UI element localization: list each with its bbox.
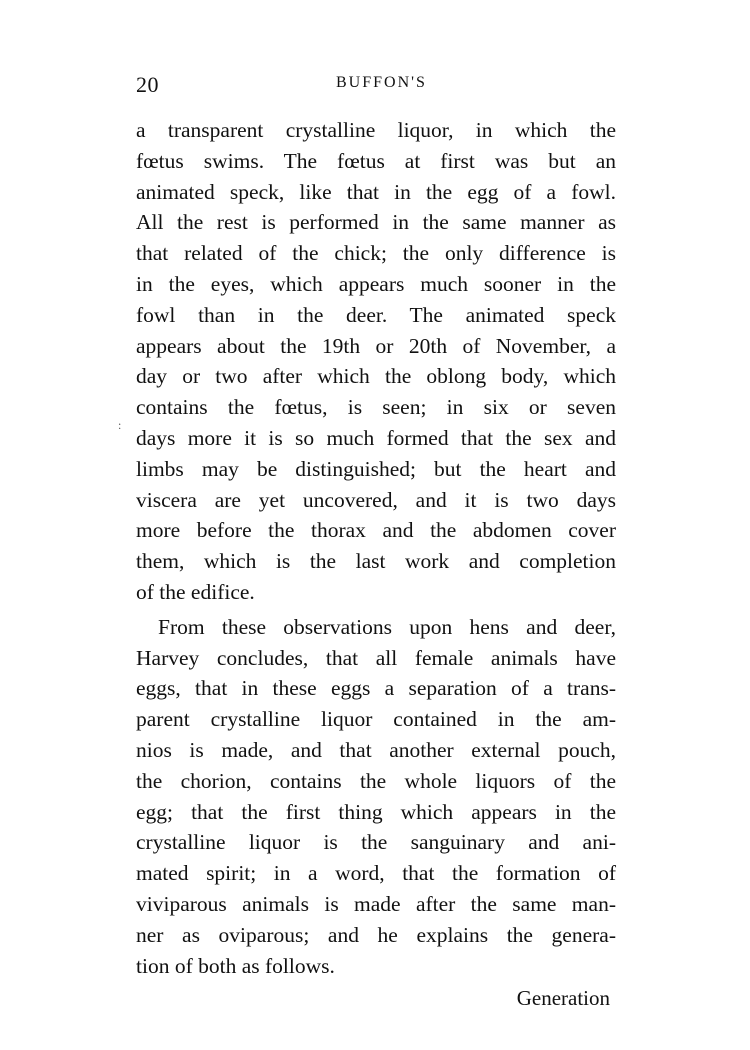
text-line: of the edifice.	[136, 579, 255, 604]
text-line: Harvey concludes, that all female animals have	[136, 645, 616, 670]
text-line: day or two after which the oblong body, which	[136, 364, 616, 389]
text-line: in the eyes, which appears much sooner in the	[136, 271, 616, 296]
body-text	[136, 115, 616, 981]
text-line: tion of both as follows.	[136, 953, 335, 978]
text-line: viviparous animals is made after the same man-	[136, 891, 616, 916]
text-line: egg; that the first thing which appears in the	[136, 799, 616, 824]
text-line: parent crystalline liquor contained in the am-	[136, 707, 616, 732]
text-line: the chorion, contains the whole liquors of the	[136, 768, 616, 793]
page-number: 20	[136, 72, 159, 97]
running-title: BUFFON'S	[336, 74, 427, 91]
text-line: limbs may be distinguished; but the heart and	[136, 456, 616, 481]
text-line: nios is made, and that another external pouch,	[136, 737, 616, 762]
text-line: appears about the 19th or 20th of November, a	[136, 333, 616, 358]
text-line: fowl than in the deer. The animated speck	[136, 302, 616, 327]
text-line: contains the fœtus, is seen; in six or seven	[136, 395, 616, 420]
text-line: animated speck, like that in the egg of a fowl.	[136, 179, 616, 204]
text-line: them, which is the last work and completion	[136, 549, 616, 574]
text-line: fœtus swims. The fœtus at first was but an	[136, 148, 616, 173]
text-line: eggs, that in these eggs a separation of a trans-	[136, 676, 616, 701]
paragraph-2	[136, 612, 616, 982]
text-line: All the rest is performed in the same manner as	[136, 210, 616, 235]
paragraph-1	[136, 115, 616, 608]
text-line: days more it is so much formed that the sex and	[136, 425, 616, 450]
text-line: mated spirit; in a word, that the formation of	[136, 861, 616, 886]
text-line: that related of the chick; the only difference is	[136, 241, 616, 266]
text-line: From these observations upon hens and deer,	[158, 614, 616, 639]
running-head	[136, 72, 616, 102]
text-line: ner as oviparous; and he explains the genera-	[136, 922, 616, 947]
text-line: more before the thorax and the abdomen cover	[136, 518, 616, 543]
text-line: a transparent crystalline liquor, in which the	[136, 118, 616, 142]
margin-mark: :	[118, 418, 122, 432]
text-line: crystalline liquor is the sanguinary and ani-	[136, 830, 616, 855]
text-line: viscera are yet uncovered, and it is two days	[136, 487, 616, 512]
catchword: Generation	[516, 986, 610, 1010]
